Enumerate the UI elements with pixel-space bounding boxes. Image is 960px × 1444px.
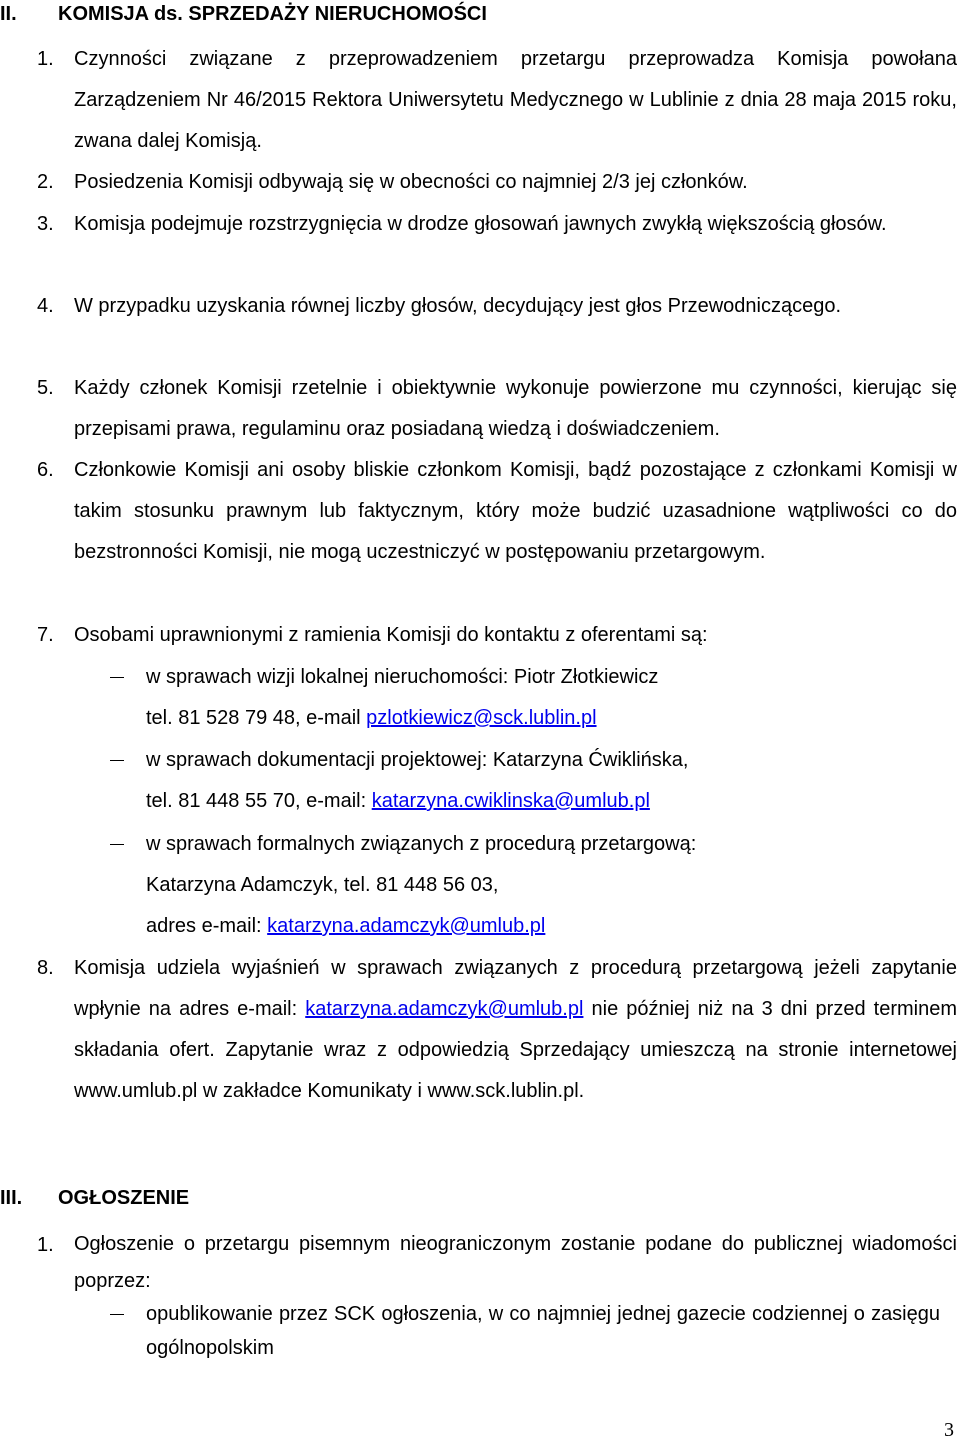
item-number: 6. — [37, 459, 54, 481]
item-text: W przypadku uzyskania równej liczby głosów, decydujący jest głos Przewodniczącego. — [74, 295, 842, 317]
dash-bullet-icon — [110, 1314, 124, 1315]
section-iii-title: OGŁOSZENIE — [58, 1187, 190, 1209]
email-link[interactable]: katarzyna.cwiklinska@umlub.pl — [371, 790, 650, 812]
item8-text-before: Komisja udziela wyjaśnień w sprawach związanych z procedurą przetargową jeżeli zapytanie wpłynie na adres e-mail: — [74, 957, 957, 1020]
ogloszenie-item-1 — [37, 1226, 957, 1300]
dash-bullet-icon — [110, 760, 124, 761]
dash-bullet-icon — [110, 677, 124, 678]
contact-line: w sprawach dokumentacji projektowej: Katarzyna Ćwiklińska, — [146, 749, 689, 771]
item-text: Osobami uprawnionymi z ramienia Komisji do kontaktu z oferentami są: — [74, 624, 708, 646]
contact-email-label: adres e-mail: — [146, 915, 268, 937]
contact-line: w sprawach formalnych związanych z procedurą przetargową: — [146, 833, 697, 855]
item-text: Czynności związane z przeprowadzeniem przetargu przeprowadza Komisja powołana Zarządzeniem Nr 46/2015 Rektora Uniwersytetu Medycznego w Lublinie z dnia 28 maja 2015 roku, zwana dalej Komisją. — [74, 48, 957, 152]
item-text: Posiedzenia Komisji odbywają się w obecności co najmniej 2/3 jej członków. — [74, 171, 748, 193]
item-text — [74, 948, 957, 1112]
komisja-item-1 — [37, 39, 957, 162]
section-iii-numeral: III. — [0, 1187, 23, 1209]
komisja-item-6 — [37, 450, 957, 573]
email-link[interactable]: pzlotkiewicz@sck.lublin.pl — [366, 707, 597, 729]
item-number: 1. — [37, 48, 54, 70]
item-text: Komisja podejmuje rozstrzygnięcia w drodze głosowań jawnych zwykłą większością głosów. — [74, 213, 887, 235]
contact-name-phone: Katarzyna Adamczyk, tel. 81 448 56 03, — [146, 874, 499, 896]
page-number: 3 — [944, 1419, 954, 1441]
contact-details — [146, 698, 940, 739]
section-ii-numeral: II. — [0, 3, 17, 25]
item8-text-after: nie później niż na 3 dni przed terminem składania ofert. Zapytanie wraz z odpowiedzią Sprzedający umieszczą na stronie internetowej www.umlub.pl w zakładce Komunikaty i www.sck.lublin.pl. — [74, 998, 957, 1102]
bullet-text: opublikowanie przez SCK ogłoszenia, w co najmniej jednej gazecie codziennej o zasięgu ogólnopolskim — [146, 1303, 940, 1359]
komisja-item-2 — [37, 162, 957, 203]
contact-details — [146, 781, 940, 822]
item-number: 4. — [37, 295, 54, 317]
ogloszenie-bullet — [110, 1297, 940, 1365]
contact-phone: tel. 81 448 55 70, e-mail: — [146, 790, 372, 812]
item-number: 8. — [37, 957, 54, 979]
email-link[interactable]: katarzyna.adamczyk@umlub.pl — [305, 998, 584, 1020]
contact-line: w sprawach wizji lokalnej nieruchomości: Piotr Złotkiewicz — [146, 666, 659, 688]
section-ii-title: KOMISJA ds. SPRZEDAŻY NIERUCHOMOŚCI — [58, 3, 487, 25]
dash-bullet-icon — [110, 844, 124, 845]
item-number: 7. — [37, 624, 54, 646]
komisja-item-4 — [37, 286, 957, 327]
item-number: 5. — [37, 377, 54, 399]
contact-phone: tel. 81 528 79 48, e-mail — [146, 707, 367, 729]
item-text: Ogłoszenie o przetargu pisemnym nieograniczonym zostanie podane do publicznej wiadomości poprzez: — [74, 1233, 957, 1292]
item-number: 2. — [37, 171, 54, 193]
contact-bullet-3 — [110, 824, 940, 947]
item-number: 3. — [37, 213, 54, 235]
contact-bullet-2 — [110, 740, 940, 822]
contact-details — [146, 906, 940, 947]
item-number: 1. — [37, 1234, 54, 1256]
contact-bullet-1 — [110, 657, 940, 739]
komisja-item-8 — [37, 948, 957, 1112]
komisja-item-3 — [37, 204, 957, 245]
item-text: Każdy członek Komisji rzetelnie i obiektywnie wykonuje powierzone mu czynności, kierując się przepisami prawa, regulaminu oraz posiadaną wiedzą i doświadczeniem. — [74, 377, 957, 440]
komisja-item-7 — [37, 615, 957, 656]
item-text: Członkowie Komisji ani osoby bliskie członkom Komisji, bądź pozostające z członkami Komisji w takim stosunku prawnym lub faktycznym, który może budzić uzasadnione wątpliwości co do bezstronności Komisji, nie mogą uczestniczyć w postępowaniu przetargowym. — [74, 459, 957, 563]
komisja-item-5 — [37, 368, 957, 450]
email-link[interactable]: katarzyna.adamczyk@umlub.pl — [267, 915, 546, 937]
